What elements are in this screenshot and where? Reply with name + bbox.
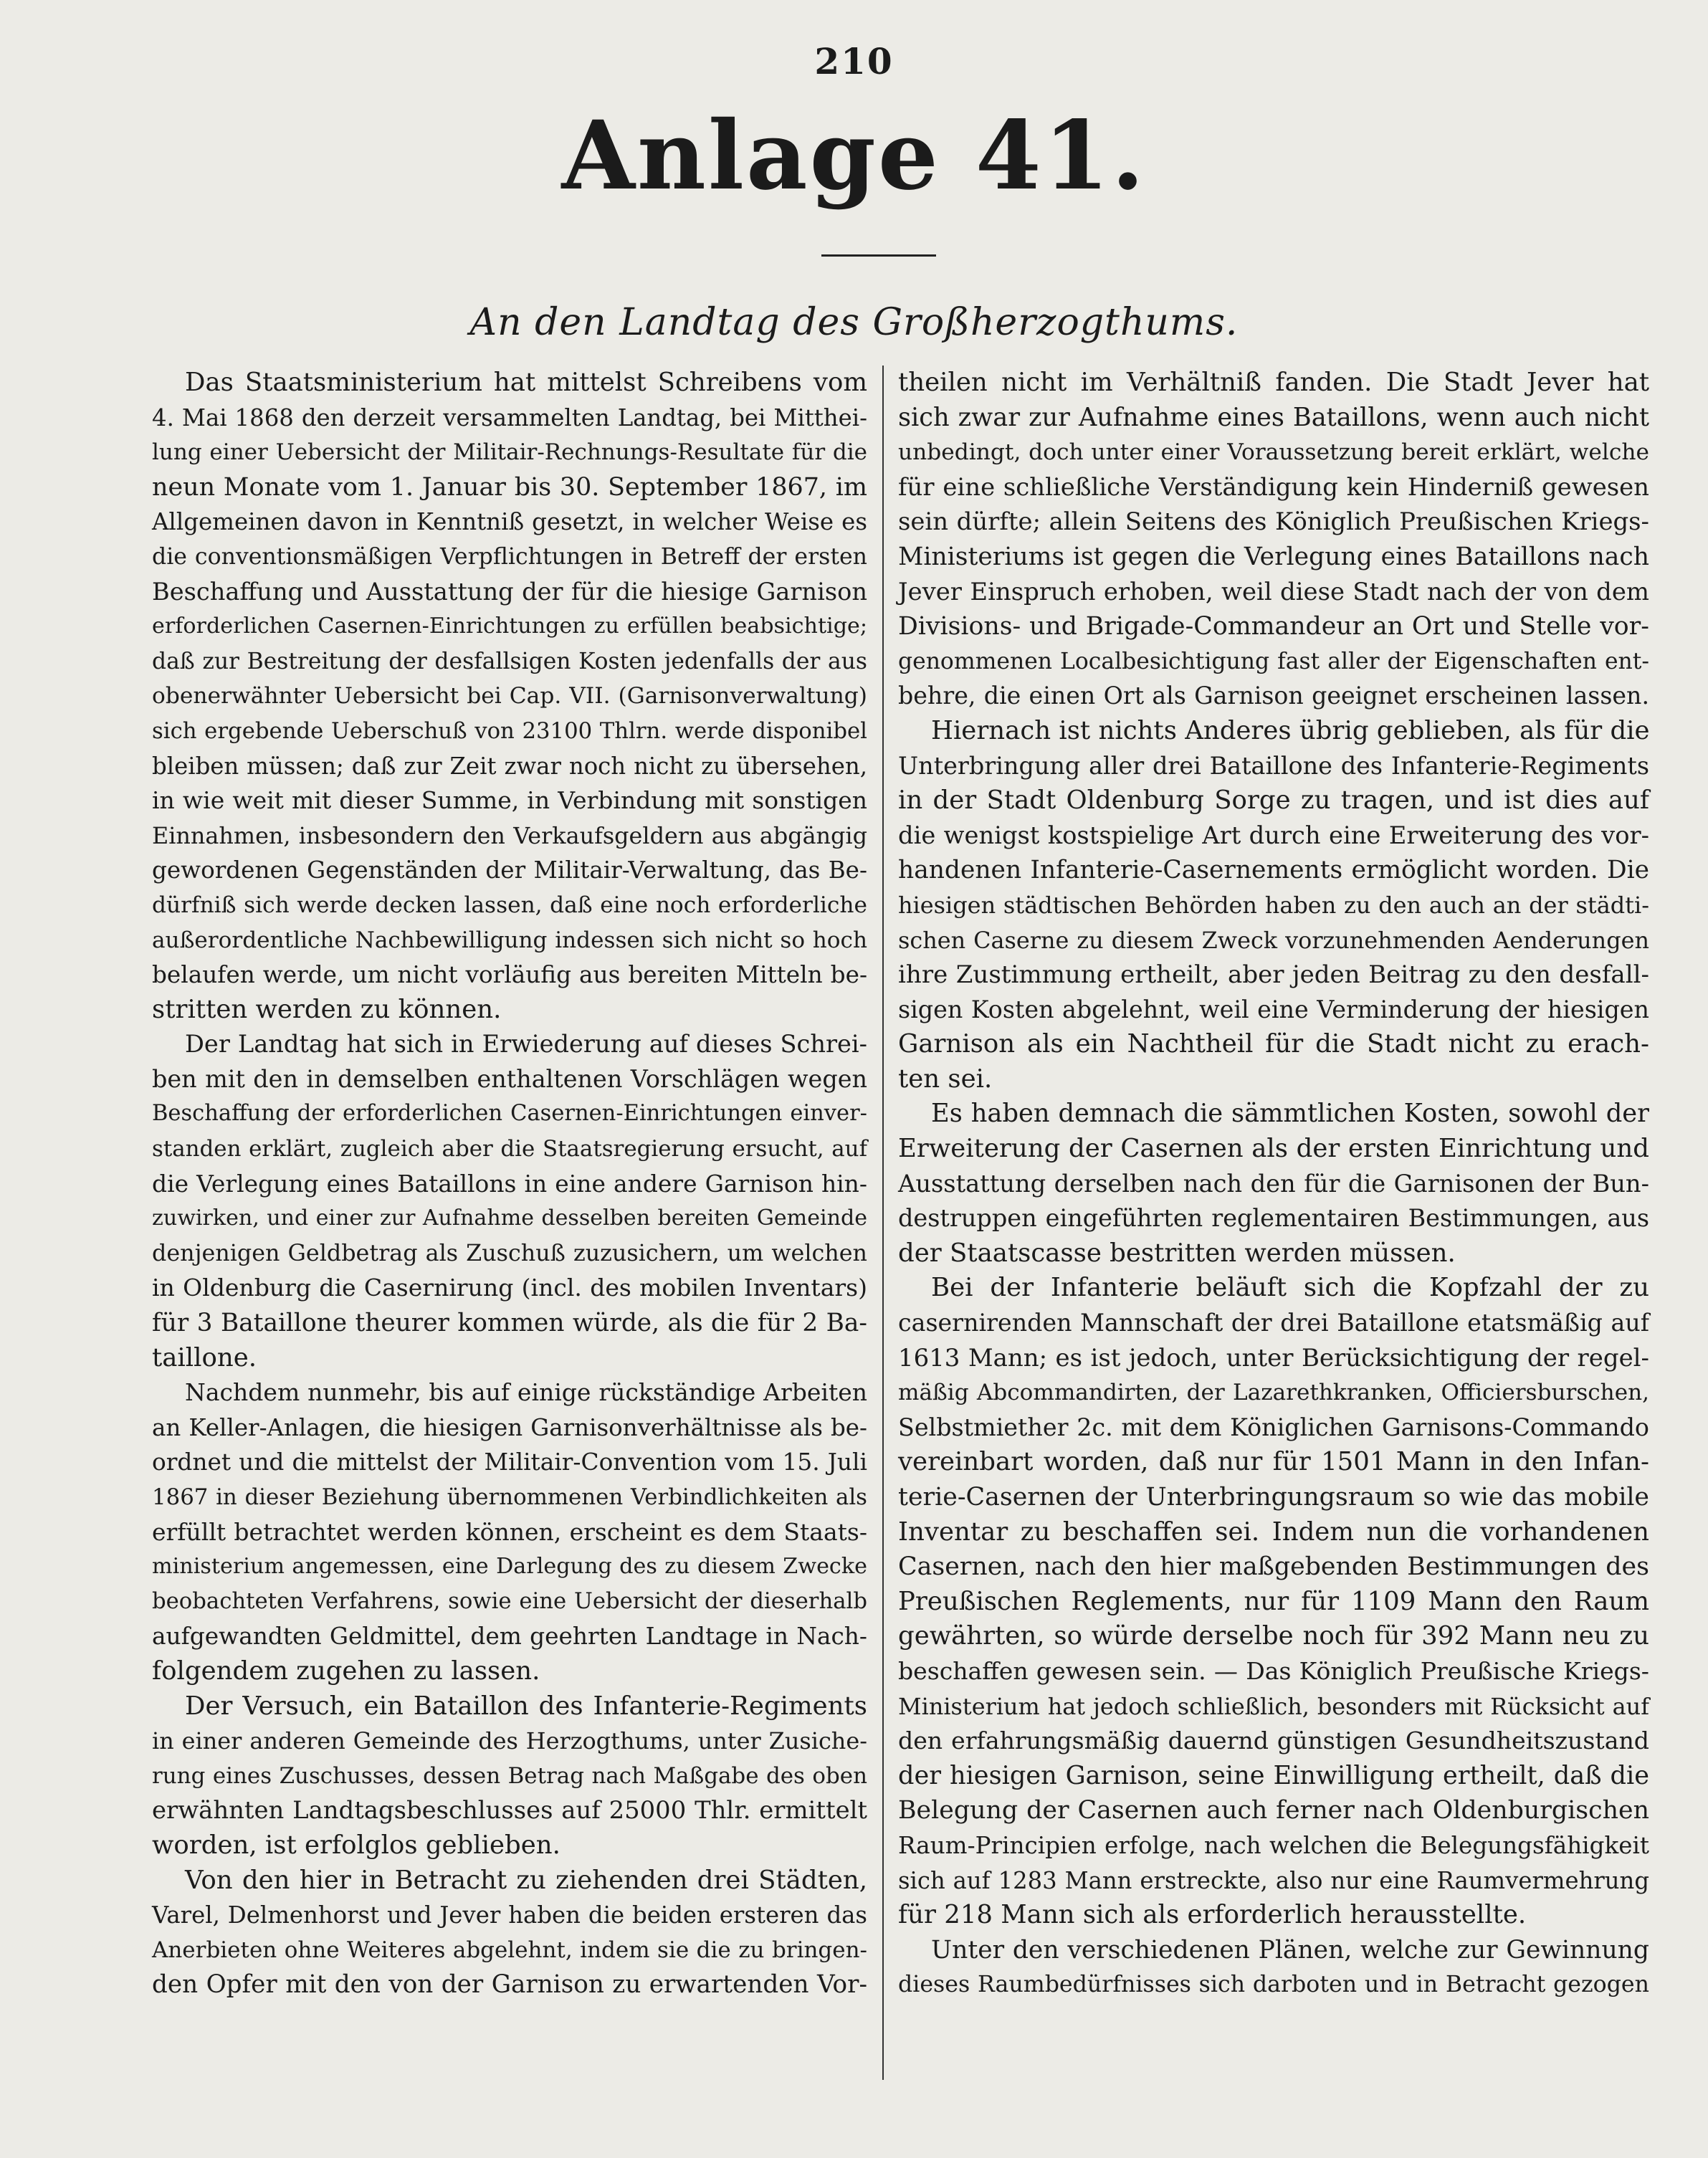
text-line: casernirenden Mannschaft der drei Bataillone etatsmäßig auf bbox=[898, 1309, 1649, 1337]
text-line: 1613 Mann; es ist jedoch, unter Berücksichtigung der regel- bbox=[898, 1343, 1649, 1372]
text-line: die conventionsmäßigen Verpflichtungen in Betreff der ersten bbox=[152, 543, 867, 570]
text-line: lung einer Uebersicht der Militair-Rechnungs-Resultate für die bbox=[152, 439, 867, 466]
text-line: Belegung der Casernen auch ferner nach Oldenburgischen bbox=[898, 1796, 1649, 1825]
text-line: Anerbieten ohne Weiteres abgelehnt, indem sie die zu bringen- bbox=[152, 1937, 867, 1963]
text-line: Unterbringung aller drei Bataillone des Infanterie-Regiments bbox=[898, 751, 1649, 780]
text-line: Raum-Principien erfolge, nach welchen die Belegungsfähigkeit bbox=[898, 1831, 1649, 1859]
text-line: unbedingt, doch unter einer Voraussetzung bereit erklärt, welche bbox=[898, 439, 1649, 466]
text-line: Das Staatsministerium hat mittelst Schreibens vom bbox=[185, 368, 867, 397]
text-line: Divisions- und Brigade-Commandeur an Ort und Stelle vor- bbox=[898, 612, 1649, 641]
text-line: ihre Zustimmung ertheilt, aber jeden Beitrag zu den desfall- bbox=[898, 960, 1649, 990]
text-line: der hiesigen Garnison, seine Einwilligung ertheilt, daß die bbox=[898, 1760, 1649, 1790]
right-text-column bbox=[898, 366, 1649, 2002]
text-line: sich ergebende Ueberschuß von 23100 Thlrn. werde disponibel bbox=[152, 717, 867, 744]
text-line: folgendem zugehen zu lassen. bbox=[152, 1656, 540, 1686]
text-line: Ministerium hat jedoch schließlich, besonders mit Rücksicht auf bbox=[898, 1692, 1649, 1720]
text-line: für 218 Mann sich als erforderlich herausstellte. bbox=[898, 1900, 1527, 1930]
text-line: obenerwähnter Uebersicht bei Cap. VII. (Garnisonverwaltung) bbox=[152, 683, 867, 710]
left-text-column bbox=[152, 366, 867, 2002]
text-line: in Oldenburg die Casernirung (incl. des mobilen Inventars) bbox=[152, 1274, 867, 1302]
text-line: Der Versuch, ein Bataillon des Infanterie-Regiments bbox=[185, 1691, 867, 1721]
text-line: Unter den verschiedenen Plänen, welche zur Gewinnung bbox=[931, 1935, 1649, 1964]
text-line: hiesigen städtischen Behörden haben zu den auch an der städti- bbox=[898, 891, 1649, 919]
text-line: handenen Infanterie-Casernements ermöglicht worden. Die bbox=[898, 856, 1649, 885]
text-line: Der Landtag hat sich in Erwiederung auf dieses Schrei- bbox=[185, 1030, 867, 1059]
text-line: Beschaffung der erforderlichen Casernen-Einrichtungen einver- bbox=[152, 1101, 867, 1127]
text-line: 4. Mai 1868 den derzeit versammelten Landtag, bei Mitthei- bbox=[152, 404, 867, 431]
text-line: erforderlichen Casernen-Einrichtungen zu erfüllen beabsichtige; bbox=[152, 613, 867, 639]
text-line: für eine schließliche Verständigung kein Hinderniß gewesen bbox=[898, 472, 1649, 501]
text-line: gewährten, so würde derselbe noch für 392 Mann neu zu bbox=[898, 1621, 1649, 1651]
text-line: Selbstmiether 2c. mit dem Königlichen Garnisons-Commando bbox=[898, 1413, 1649, 1441]
text-line: theilen nicht im Verhältniß fanden. Die Stadt Jever hat bbox=[898, 368, 1649, 397]
text-line: mäßig Abcommandirten, der Lazarethkranken, Officiersburschen, bbox=[898, 1380, 1649, 1406]
text-line: 1867 in dieser Beziehung übernommenen Verbindlichkeiten als bbox=[152, 1484, 867, 1510]
text-line: beschaffen gewesen sein. — Das Königlich Preußische Kriegs- bbox=[898, 1656, 1649, 1685]
text-line: Garnison als ein Nachtheil für die Stadt nicht zu erach- bbox=[898, 1029, 1649, 1059]
text-line: in wie weit mit dieser Summe, in Verbindung mit sonstigen bbox=[152, 786, 867, 815]
text-line: denjenigen Geldbetrag als Zuschuß zuzusichern, um welchen bbox=[152, 1240, 867, 1266]
text-line: aufgewandten Geldmittel, dem geehrten Landtage in Nach- bbox=[152, 1623, 867, 1651]
text-line: worden, ist erfolglos geblieben. bbox=[152, 1830, 560, 1860]
text-line: ben mit den in demselben enthaltenen Vorschlägen wegen bbox=[152, 1064, 867, 1093]
text-line: ten sei. bbox=[898, 1064, 993, 1094]
address-heading: An den Landtag des Großherzogthums. bbox=[469, 301, 1239, 344]
text-line: der Staatscasse bestritten werden müssen. bbox=[898, 1238, 1456, 1268]
text-line: die wenigst kostspielige Art durch eine Erweiterung des vor- bbox=[898, 821, 1649, 849]
text-line: zuwirken, und einer zur Aufnahme desselben bereiten Gemeinde bbox=[152, 1205, 867, 1231]
text-line: Jever Einspruch erhoben, weil diese Stadt nach der von dem bbox=[898, 577, 1649, 606]
text-line: die Verlegung eines Bataillons in eine andere Garnison hin- bbox=[152, 1169, 867, 1198]
text-line: ministerium angemessen, eine Darlegung des zu diesem Zwecke bbox=[152, 1554, 867, 1580]
text-line: terie-Casernen der Unterbringungsraum so wie das mobile bbox=[898, 1483, 1649, 1512]
text-line: Ausstattung derselben nach den für die Garnisonen der Bun- bbox=[898, 1169, 1649, 1198]
text-line: Bei der Infanterie beläuft sich die Kopfzahl der zu bbox=[931, 1273, 1649, 1303]
text-line: sigen Kosten abgelehnt, weil eine Verminderung der hiesigen bbox=[898, 995, 1649, 1023]
text-line: gewordenen Gegenständen der Militair-Verwaltung, das Be- bbox=[152, 856, 867, 884]
text-line: beobachteten Verfahrens, sowie eine Uebersicht der dieserhalb bbox=[152, 1588, 867, 1614]
document-title: Anlage 41. bbox=[561, 100, 1147, 211]
text-line: bleiben müssen; daß zur Zeit zwar noch nicht zu übersehen, bbox=[152, 752, 867, 780]
text-line: behre, die einen Ort als Garnison geeignet erscheinen lassen. bbox=[898, 682, 1649, 710]
page-number: 210 bbox=[814, 40, 894, 82]
text-line: Preußischen Reglements, nur für 1109 Mann den Raum bbox=[898, 1586, 1649, 1616]
text-line: standen erklärt, zugleich aber die Staatsregierung ersucht, auf bbox=[152, 1136, 867, 1162]
text-line: Von den hier in Betracht zu ziehenden drei Städten, bbox=[185, 1865, 867, 1895]
text-line: taillone. bbox=[152, 1342, 257, 1372]
text-line: dieses Raumbedürfnisses sich darboten und in Betracht gezogen bbox=[898, 1972, 1649, 1998]
text-line: genommenen Localbesichtigung fast aller der Eigenschaften ent- bbox=[898, 648, 1649, 674]
text-line: in der Stadt Oldenburg Sorge zu tragen, und ist dies auf bbox=[898, 786, 1649, 816]
text-line: an Keller-Anlagen, die hiesigen Garnisonverhältnisse als be- bbox=[152, 1413, 867, 1441]
text-line: Ministeriums ist gegen die Verlegung eines Bataillons nach bbox=[898, 542, 1649, 571]
text-line: den Opfer mit den von der Garnison zu erwartenden Vor- bbox=[152, 1970, 867, 2000]
text-line: Beschaffung und Ausstattung der für die hiesige Garnison bbox=[152, 577, 867, 606]
text-line: außerordentliche Nachbewilligung indessen sich nicht so hoch bbox=[152, 927, 867, 953]
text-line: Erweiterung der Casernen als der ersten Einrichtung und bbox=[898, 1134, 1649, 1164]
text-line: destruppen eingeführten reglementairen Bestimmungen, aus bbox=[898, 1204, 1649, 1233]
text-line: schen Caserne zu diesem Zweck vorzunehmenden Aenderungen bbox=[898, 926, 1649, 954]
text-line: ordnet und die mittelst der Militair-Convention vom 15. Juli bbox=[152, 1448, 867, 1476]
text-line: Allgemeinen davon in Kenntniß gesetzt, in welcher Weise es bbox=[152, 508, 867, 536]
text-line: stritten werden zu können. bbox=[152, 994, 502, 1024]
text-line: sein dürfte; allein Seitens des Königlich Preußischen Kriegs- bbox=[898, 507, 1649, 536]
text-line: erwähnten Landtagsbeschlusses auf 25000 Thlr. ermittelt bbox=[152, 1796, 867, 1825]
text-line: neun Monate vom 1. Januar bis 30. September 1867, im bbox=[152, 472, 867, 502]
text-line: für 3 Bataillone theurer kommen würde, als die für 2 Ba- bbox=[152, 1309, 867, 1338]
text-line: daß zur Bestreitung der desfallsigen Kosten jedenfalls der aus bbox=[152, 648, 867, 674]
text-line: Hiernach ist nichts Anderes übrig geblieben, als für die bbox=[931, 715, 1650, 745]
text-line: Casernen, nach den hier maßgebenden Bestimmungen des bbox=[898, 1552, 1649, 1582]
text-line: Nachdem nunmehr, bis auf einige rückständige Arbeiten bbox=[185, 1378, 867, 1407]
text-line: dürfniß sich werde decken lassen, daß eine noch erforderliche bbox=[152, 892, 867, 918]
text-line: belaufen werde, um nicht vorläufig aus bereiten Mitteln be- bbox=[152, 961, 867, 989]
text-line: rung eines Zuschusses, dessen Betrag nach Maßgabe des oben bbox=[152, 1762, 867, 1789]
text-line: Einnahmen, insbesondern den Verkaufsgeldern aus abgängig bbox=[152, 821, 867, 849]
title-divider bbox=[821, 254, 936, 257]
text-line: erfüllt betrachtet werden können, erscheint es dem Staats- bbox=[152, 1517, 867, 1546]
text-line: Inventar zu beschaffen sei. Indem nun die vorhandenen bbox=[898, 1517, 1649, 1547]
text-line: sich auf 1283 Mann erstreckte, also nur eine Raumvermehrung bbox=[898, 1866, 1649, 1894]
column-divider bbox=[882, 366, 884, 2080]
text-line: vereinbart worden, daß nur für 1501 Mann in den Infan- bbox=[898, 1447, 1649, 1477]
text-line: Es haben demnach die sämmtlichen Kosten, sowohl der bbox=[931, 1099, 1649, 1129]
text-line: den erfahrungsmäßig dauernd günstigen Gesundheitszustand bbox=[898, 1727, 1649, 1755]
text-line: sich zwar zur Aufnahme eines Bataillons, wenn auch nicht bbox=[898, 402, 1649, 432]
text-line: Varel, Delmenhorst und Jever haben die beiden ersteren das bbox=[152, 1901, 867, 1929]
text-line: in einer anderen Gemeinde des Herzogthums, unter Zusiche- bbox=[152, 1727, 867, 1755]
